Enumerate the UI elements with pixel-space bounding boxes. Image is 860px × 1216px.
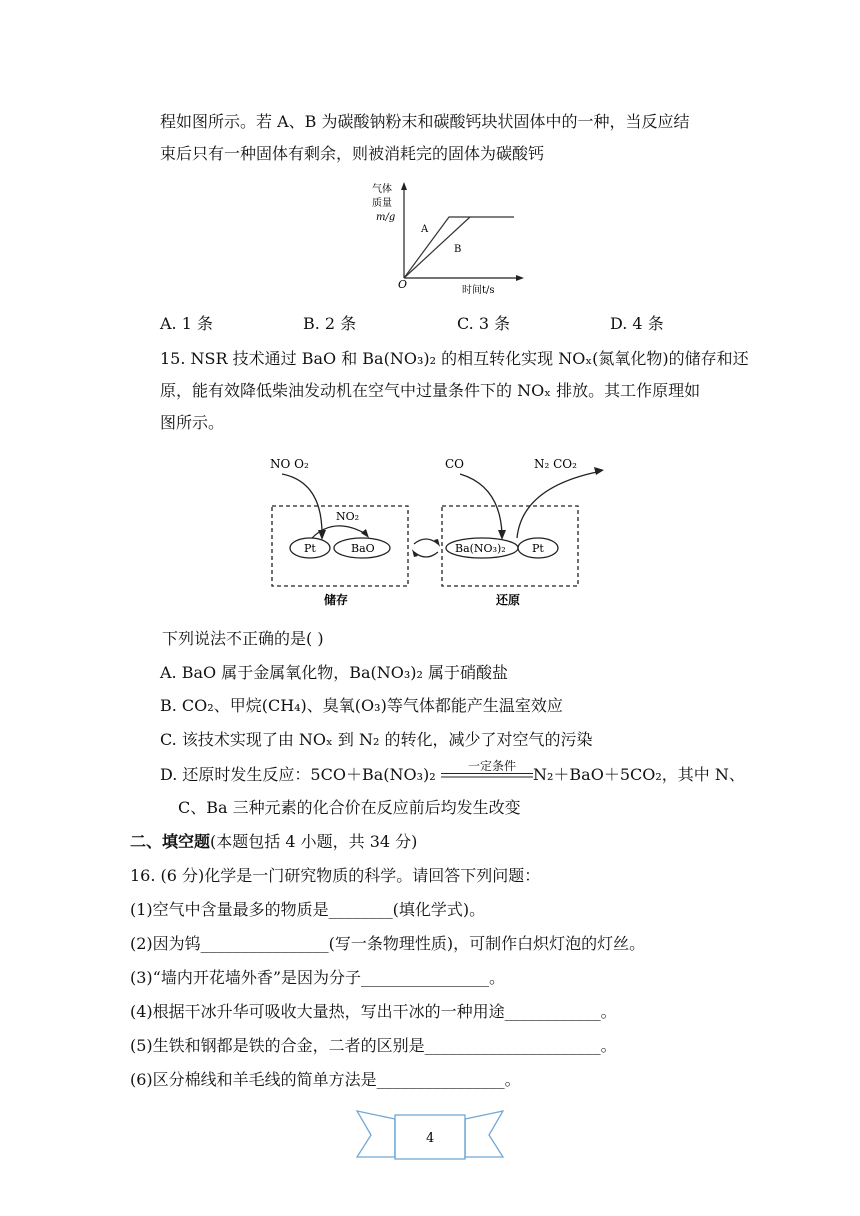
section-2-heading bbox=[130, 831, 417, 853]
reduction-input-label: CO bbox=[445, 457, 465, 471]
storage-in-arrow bbox=[282, 474, 322, 534]
q16-item-6: (6)区分棉线和羊毛线的简单方法是________________。 bbox=[130, 1070, 521, 1089]
q16-item-4: (4)根据干冰升华可吸收大量热，写出干冰的一种用途____________。 bbox=[130, 1002, 617, 1021]
reduction-out-arrow bbox=[517, 472, 597, 538]
ba-no3-label: Ba(NO₃)₂ bbox=[455, 542, 506, 555]
reaction-equals-sign bbox=[441, 772, 533, 780]
q15-stem: 下列说法不正确的是( ) bbox=[162, 629, 324, 648]
cycle-arrow-top bbox=[414, 539, 438, 544]
q14-option-b: B. 2 条 bbox=[303, 314, 357, 333]
q16-item-2: (2)因为钨________________(写一条物理性质)，可制作白炽灯泡的灯丝。 bbox=[130, 934, 646, 953]
graph-x-label: 时间t/s bbox=[462, 285, 495, 296]
reduction-in-arrow bbox=[460, 474, 502, 534]
nsr-working-principle-diagram bbox=[262, 448, 622, 613]
q16-item-3: (3)“墙内开花墙外香”是因为分子________________。 bbox=[130, 968, 506, 987]
q16-item-5: (5)生铁和钢都是铁的合金，二者的区别是______________________。 bbox=[130, 1036, 617, 1055]
q15-option-c: C. 该技术实现了由 NOₓ 到 N₂ 的转化，减少了对空气的污染 bbox=[160, 730, 593, 749]
storage-input-label: NO O₂ bbox=[270, 457, 309, 471]
graph-y-label-1: 气体 bbox=[372, 184, 392, 195]
cycle-arrow-bottom bbox=[414, 552, 438, 557]
reduction-output-label: N₂ CO₂ bbox=[534, 457, 577, 471]
q16-stem: 16. (6 分)化学是一门研究物质的科学。请回答下列问题： bbox=[130, 866, 541, 885]
graph-origin: O bbox=[398, 278, 408, 291]
bao-label: BaO bbox=[351, 542, 375, 555]
no2-label: NO₂ bbox=[336, 510, 360, 523]
page-number-ribbon bbox=[355, 1105, 505, 1165]
q14-option-d: D. 4 条 bbox=[610, 314, 664, 333]
q15-option-d-right: N₂＋BaO＋5CO₂，其中 N、 bbox=[533, 765, 745, 784]
q16-item-1: (1)空气中含量最多的物质是________(填化学式)。 bbox=[130, 900, 486, 919]
q15-line-3: 图所示。 bbox=[160, 413, 225, 432]
section-2-note: (本题包括 4 小题，共 34 分) bbox=[210, 832, 418, 851]
graph-y-label-2: 质量 bbox=[372, 198, 392, 209]
section-2-title: 二、填空题 bbox=[130, 832, 211, 851]
q15-option-b: B. CO₂、甲烷(CH₄)、臭氧(O₃)等气体都能产生温室效应 bbox=[160, 696, 563, 715]
q15-option-d-left: D. 还原时发生反应：5CO＋Ba(NO₃)₂ bbox=[160, 765, 436, 784]
graph-curve-a-label: A bbox=[421, 224, 429, 235]
gas-mass-time-graph bbox=[370, 180, 530, 300]
q14-option-a: A. 1 条 bbox=[160, 314, 213, 333]
reduction-label: 还原 bbox=[496, 593, 521, 607]
q15-option-a: A. BaO 属于金属氧化物，Ba(NO₃)₂ 属于硝酸盐 bbox=[160, 663, 509, 682]
graph-curve-b-label: B bbox=[454, 244, 462, 255]
q14-line-2: 束后只有一种固体有剩余，则被消耗完的固体为碳酸钙 bbox=[160, 144, 545, 163]
pt-right-label: Pt bbox=[532, 542, 544, 555]
no2-arrow bbox=[312, 526, 366, 538]
q15-line-1: 15. NSR 技术通过 BaO 和 Ba(NO₃)₂ 的相互转化实现 NOₓ(氮氧化物)的储存和还 bbox=[160, 349, 749, 368]
q14-option-c: C. 3 条 bbox=[457, 314, 511, 333]
q15-option-d-line-2: C、Ba 三种元素的化合价在反应前后均发生改变 bbox=[178, 798, 521, 817]
pt-left-label: Pt bbox=[304, 542, 316, 555]
q15-line-2: 原，能有效降低柴油发动机在空气中过量条件下的 NOₓ 排放。其工作原理如 bbox=[160, 381, 701, 400]
page-number: 4 bbox=[426, 1131, 435, 1146]
storage-label: 储存 bbox=[324, 593, 349, 607]
graph-y-label-3: m/g bbox=[376, 212, 396, 223]
reaction-condition: 一定条件 bbox=[468, 759, 517, 773]
q14-line-1: 程如图所示。若 A、B 为碳酸钠粉末和碳酸钙块状固体中的一种，当反应结 bbox=[160, 112, 690, 131]
